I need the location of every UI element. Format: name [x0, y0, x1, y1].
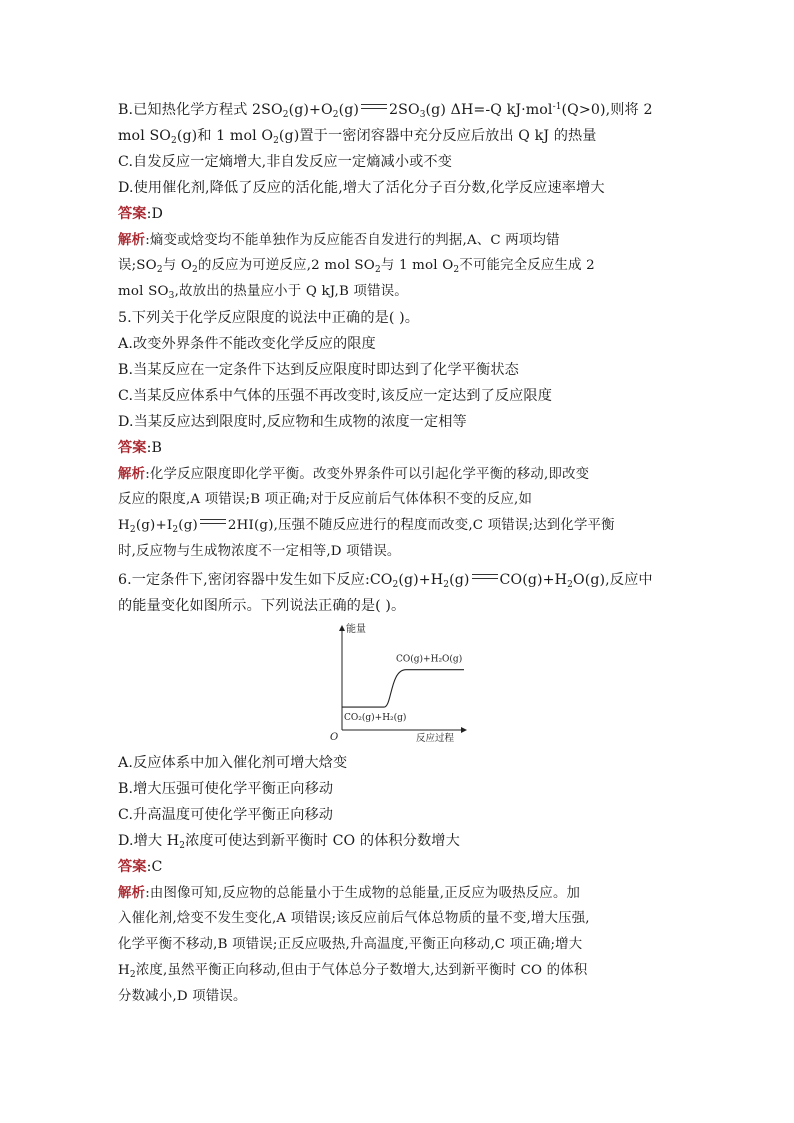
q4-option-d: D.使用催化剂,降低了反应的活化能,增大了活化分子百分数,化学反应速率增大: [118, 180, 605, 196]
energy-diagram: [326, 620, 474, 742]
q5-explanation-line1: 解析:化学反应限度即化学平衡。改变外界条件可以引起化学平衡的移动,即改变: [118, 466, 590, 482]
product-label: CO(g)+H₂O(g): [396, 654, 463, 665]
q6-stem-line1: 6.一定条件下,密闭容器中发生如下反应$:CO_2(g)+H_2(g)$ $CO(g)+H_2O(g)$,反应中: [118, 572, 653, 590]
q6-answer: 答案:C: [118, 859, 163, 875]
q4-option-b-line1: B.已知热化学方程式 $2SO_2(g)+O_2(g)$ $2SO_3(g)$ ΔH=-Q kJ·mol$^{-1}$(Q>0),则将 2: [118, 102, 653, 120]
q5-answer: 答案:B: [118, 440, 162, 456]
q4-explanation-line2: 误$;SO_2$与 $O_2$的反应为可逆反应,2 mol $SO_2$与 1 mol $O_2$不可能完全反应生成 2: [118, 258, 595, 275]
q6-stem-line2: 的能量变化如图所示。下列说法正确的是( )。: [118, 598, 406, 614]
q5-option-b: B.当某反应在一定条件下达到反应限度时即达到了化学平衡状态: [118, 362, 519, 378]
y-axis-label: 能量: [346, 624, 366, 635]
origin-label: O: [330, 732, 339, 742]
q5-option-a: A.改变外界条件不能改变化学反应的限度: [118, 336, 376, 352]
equilibrium-arrow-icon: [198, 517, 228, 527]
q6-explanation-line5: 分数减小,D 项错误。: [118, 989, 247, 1004]
q6-option-b: B.增大压强可使化学平衡正向移动: [118, 781, 334, 797]
q5-stem: 5.下列关于化学反应限度的说法中正确的是( )。: [118, 310, 420, 326]
q4-explanation-line1: 解析:熵变或焓变均不能单独作为反应能否自发进行的判据,A、C 两项均错: [118, 232, 560, 248]
q5-explanation-line3: $H_2(g)+I_2(g)$ 2HI(g),压强不随反应进行的程度而改变,C 项错误;达到化学平衡: [118, 518, 615, 535]
q6-explanation-line2: 入催化剂,焓变不发生变化,A 项错误;该反应前后气体总物质的量不变,增大压强,: [118, 911, 590, 926]
q6-explanation-line4: $H_2$浓度,虽然平衡正向移动,但由于气体总分子数增大,达到新平衡时 CO 的体积: [118, 963, 588, 980]
q4-option-c: C.自发反应一定熵增大,非自发反应一定熵减小或不变: [118, 154, 452, 170]
q6-option-d: D.增大 $H_2$浓度可使达到新平衡时 CO 的体积分数增大: [118, 833, 460, 851]
q4-answer: 答案:D: [118, 206, 163, 222]
q5-option-d: D.当某反应达到限度时,反应物和生成物的浓度一定相等: [118, 414, 467, 430]
q6-option-a: A.反应体系中加入催化剂可增大焓变: [118, 755, 348, 771]
q6-explanation-line1: 解析:由图像可知,反应物的总能量小于生成物的总能量,正反应为吸热反应。加: [118, 885, 581, 901]
energy-curve: [342, 670, 464, 707]
q5-explanation-line4: 时,反应物与生成物浓度不一定相等,D 项错误。: [118, 544, 401, 559]
reactant-label: CO₂(g)+H₂(g): [344, 713, 407, 724]
q6-explanation-line3: 化学平衡不移动,B 项错误;正反应吸热,升高温度,平衡正向移动,C 项正确;增大: [118, 937, 583, 952]
q4-option-b-line2: mol $SO_2(g)$和 1 mol $O_2(g)$置于一密闭容器中充分反应后放出 Q kJ 的热量: [118, 128, 597, 146]
x-axis-label: 反应过程: [416, 733, 455, 742]
q4-explanation-line3: mol $SO_3$,故放出的热量应小于 Q kJ,B 项错误。: [118, 284, 408, 301]
equilibrium-arrow-icon: [359, 102, 389, 112]
q6-option-c: C.升高温度可使化学平衡正向移动: [118, 807, 334, 823]
q5-option-c: C.当某反应体系中气体的压强不再改变时,该反应一定达到了反应限度: [118, 388, 553, 404]
q5-explanation-line2: 反应的限度,A 项错误;B 项正确;对于反应前后气体体积不变的反应,如: [118, 492, 533, 507]
equilibrium-arrow-icon: [470, 572, 500, 582]
